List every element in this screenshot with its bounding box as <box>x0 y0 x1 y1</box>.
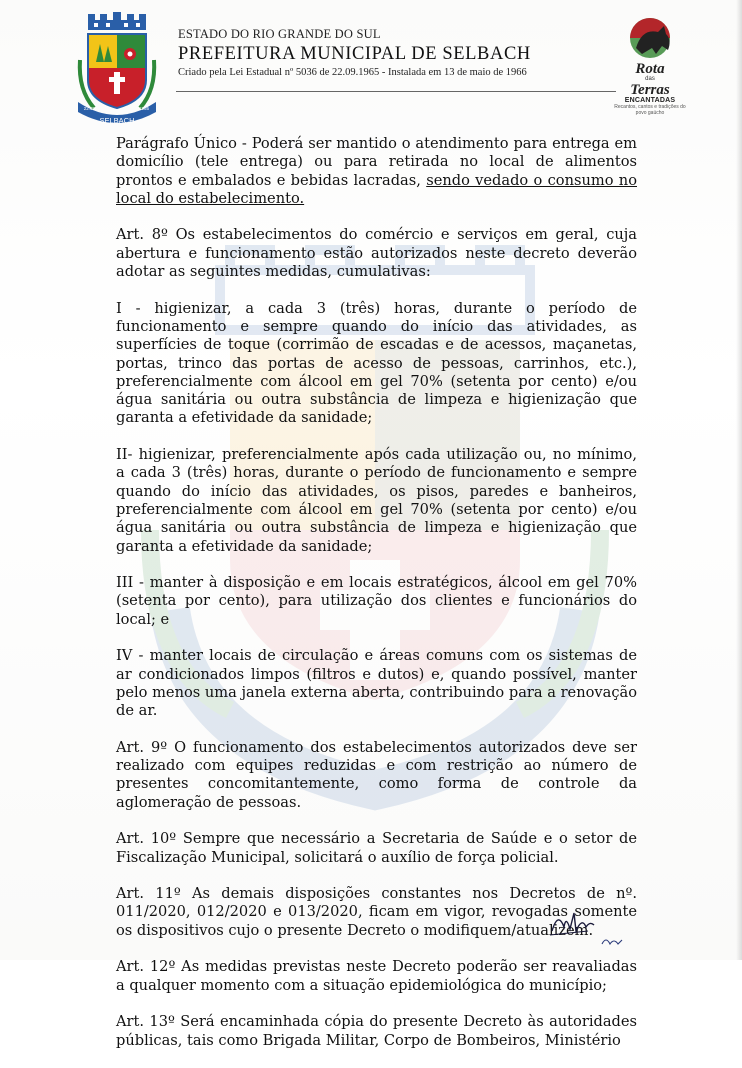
crest-ribbon-text: SELBACH <box>99 116 135 125</box>
article-12: Art. 12º As medidas previstas neste Decreto poderão ser reavaliadas a qualquer momento com a situação epidemiológica do município; <box>116 958 637 994</box>
crest-date-left: 22.09. <box>83 106 97 111</box>
municipal-crest-logo <box>74 10 160 128</box>
rota-logo-text <box>612 62 688 116</box>
article-8: Art. 8º Os estabelecimentos do comércio e serviços em geral, cuja abertura e funcionamento estão autorizados neste decreto deverão adotar as seguintes medidas, cumulativas: <box>116 226 637 281</box>
letterhead <box>0 0 742 130</box>
rota-word: Rota <box>635 61 665 77</box>
item-i: I - higienizar, a cada 3 (três) horas, durante o período de funcionamento e sempre quando do início das atividades, as superfícies de toque (corrimão de escadas e de acessos, maçanetas, portas, trinco das portas de acesso de pessoas, carrinhos, etc.), preferencialmente com álcool em gel 70% (setenta por cento) e/ou água sanitária ou outra substância de limpeza e higienização que garanta a efetividade da sanidade; <box>116 299 637 427</box>
paragraph-text: Parágrafo Único - Poderá ser mantido o atendimento para entrega em domicílio (tele entrega) ou para retirada no local de alimentos prontos e embalados e bebidas lacradas, <box>116 135 637 189</box>
das-word: das <box>645 76 655 82</box>
handwritten-signature <box>548 905 598 939</box>
article-9: Art. 9º O funcionamento dos estabelecimentos autorizados deve ser realizado com equipes reduzidas e com restrição ao número de presentes concomitantemente, como forma de controle da aglomeração de pessoas. <box>116 738 637 811</box>
item-ii: II- higienizar, preferencialmente após cada utilização ou, no mínimo, a cada 3 (três) horas, durante o período de funcionamento e sempre quando do início das atividades, os pisos, paredes e banheiros, preferencialmente com álcool em gel 70% (setenta por cento) e/ou água sanitária ou outra substância de limpeza e higienização que garanta a efetividade da sanidade; <box>116 446 637 555</box>
underlined-clause: sendo vedado o consumo no local do estabelecimento. <box>116 171 637 207</box>
page-initial-mark <box>600 934 624 948</box>
letterhead-text <box>178 27 531 78</box>
article-11: Art. 11º As demais disposições constantes nos Decretos de nº. 011/2020, 012/2020 e 013/2020, ficam em vigor, revogadas somente os dispositivos cujo o presente Decreto o modifiquem/atualizem. <box>116 885 637 939</box>
article-13: Art. 13º Será encaminhada cópia do presente Decreto às autoridades públicas, tais como Brigada Militar, Corpo de Bombeiros, Ministério <box>116 1013 637 1049</box>
header-divider <box>176 91 616 92</box>
item-iv: IV - manter locais de circulação e áreas comuns com os sistemas de ar condicionados limpos (filtros e dutos) e, quando possível, manter pelo menos uma janela externa aberta, contribuindo para a renovação de ar. <box>116 647 637 720</box>
encantadas-word: ENCANTADAS <box>624 97 676 104</box>
item-iii: III - manter à disposição e em locais estratégicos, álcool em gel 70% (setenta por cento), para utilização dos clientes e funcionários do local; e <box>116 574 637 628</box>
state-name: ESTADO DO RIO GRANDE DO SUL <box>178 27 381 41</box>
logo-tagline: Recantos, cantos e tradições do povo gaúcho <box>614 104 686 116</box>
creation-note: Criado pela Lei Estadual nº 5036 de 22.09.1965 - Instalada em 13 de maio de 1966 <box>178 67 527 78</box>
terras-word: Terras <box>630 82 670 98</box>
page-title: PREFEITURA MUNICIPAL DE SELBACH <box>178 44 531 64</box>
article-10: Art. 10º Sempre que necessário a Secretaria de Saúde e o setor de Fiscalização Municipal, solicitará o auxílio de força policial. <box>116 830 637 866</box>
page-edge-shadow <box>736 0 742 960</box>
paragrafo-unico <box>116 135 637 208</box>
crest-date-right: 1965 <box>138 106 150 111</box>
